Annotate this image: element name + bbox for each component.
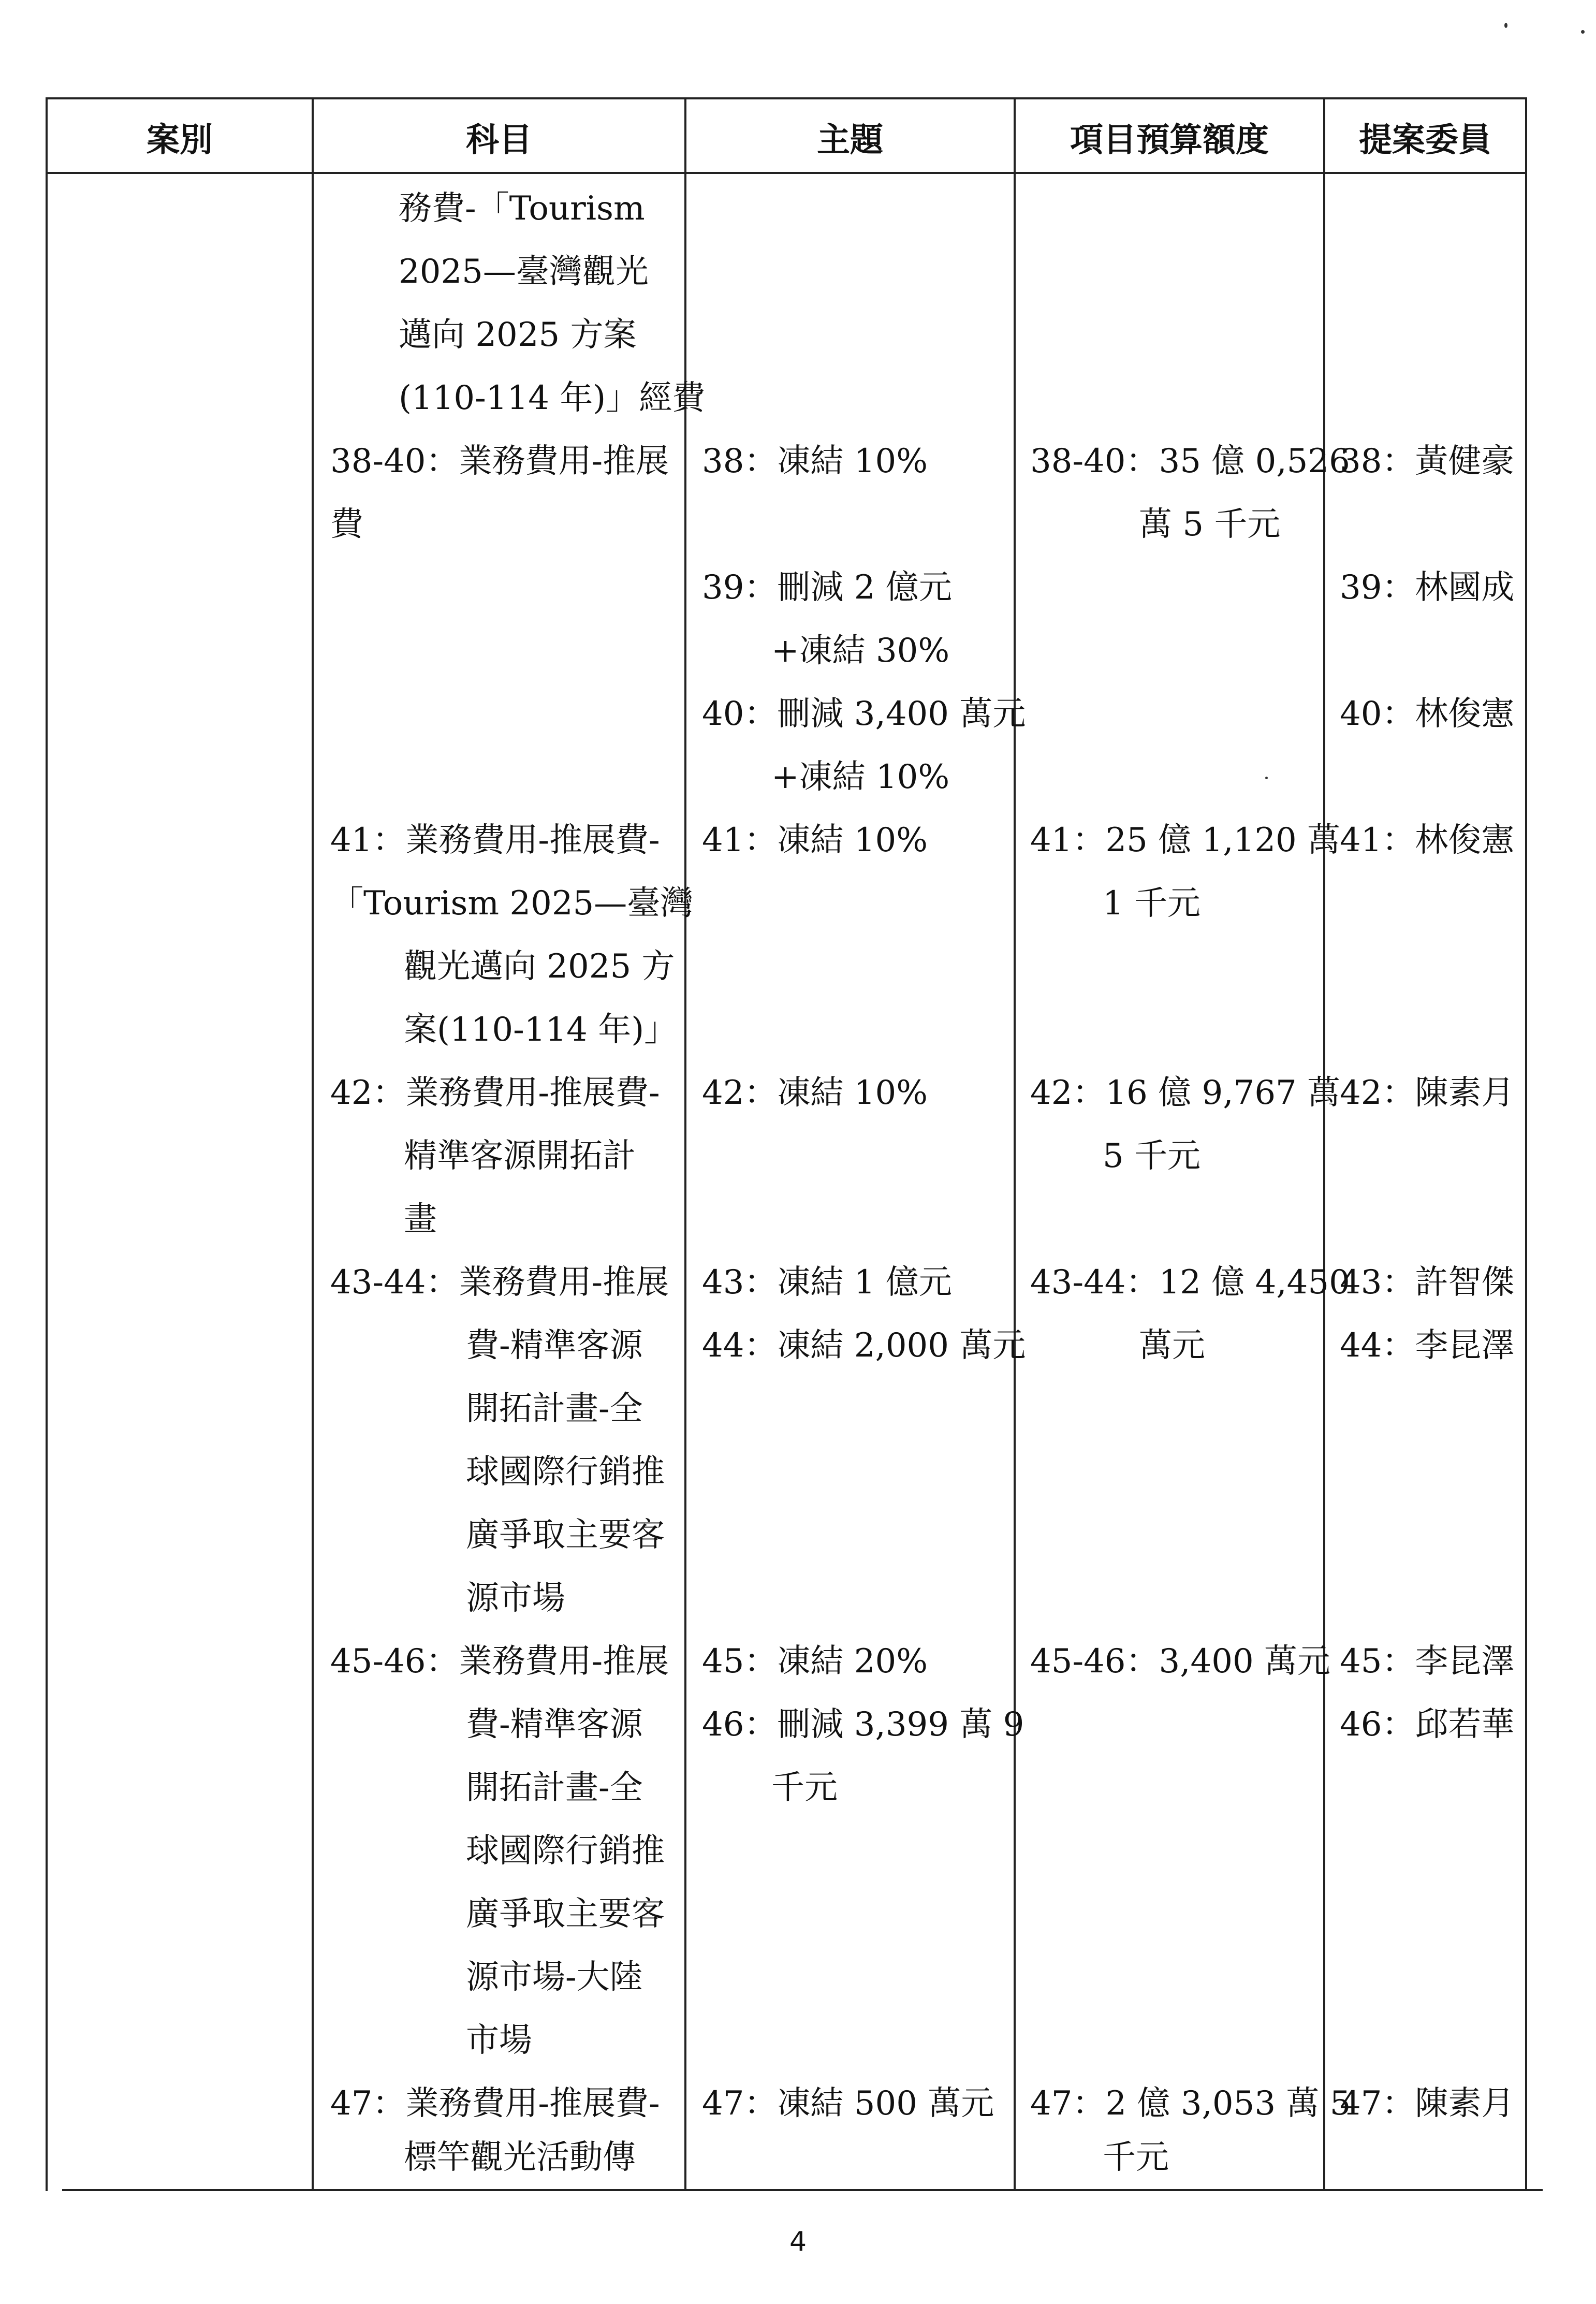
budget-38-40: 萬 5 千元 [1139,505,1281,544]
col-divider-4 [1323,97,1325,2191]
header-topic: 主題 [817,121,883,159]
subject-continued-line: 邁向 2025 方案 [399,316,637,354]
subject-45-46: 市場 [466,2021,532,2060]
page-number: 4 [789,2226,807,2257]
topic-38: 38：凍結 10% [702,442,928,480]
subject-41: 「Tourism 2025—臺灣 [330,884,694,923]
subject-45-46: 45-46：業務費用-推展 [330,1642,669,1681]
subject-42: 精準客源開拓計 [404,1137,636,1175]
subject-43-44: 廣爭取主要客 [466,1516,665,1554]
topic-40: 40：刪減 3,400 萬元 [702,695,1026,733]
budget-47: 47：2 億 3,053 萬 5 [1030,2084,1351,2123]
budget-41: 1 千元 [1103,884,1201,923]
topic-42: 42：凍結 10% [702,1074,928,1112]
budget-47: 千元 [1103,2138,1169,2177]
topic-45: 45：凍結 20% [702,1642,928,1681]
header-subject: 科目 [466,121,532,159]
subject-45-46: 費-精準客源 [466,1705,643,1744]
subject-42: 畫 [404,1200,437,1238]
topic-47: 47：凍結 500 萬元 [702,2084,994,2123]
subject-45-46: 廣爭取主要客 [466,1895,665,1933]
subject-43-44: 球國際行銷推 [466,1453,665,1491]
subject-43-44: 43-44：業務費用-推展 [330,1263,669,1302]
topic-46: 千元 [771,1769,838,1807]
topic-46: 46：刪減 3,399 萬 9 [702,1705,1024,1744]
budget-43-44: 43-44：12 億 4,450 [1030,1263,1350,1302]
col-divider-1 [312,97,314,2191]
header-proposer: 提案委員 [1359,121,1491,159]
budget-38-40: 38-40：35 億 0,526 [1030,442,1350,480]
subject-45-46: 球國際行銷推 [466,1832,665,1870]
budget-41: 41：25 億 1,120 萬 [1030,821,1341,859]
subject-42: 42：業務費用-推展費- [330,1074,660,1112]
proposer-38: 38：黃健豪 [1340,442,1515,480]
subject-43-44: 源市場 [466,1579,565,1617]
scan-speck [1581,30,1585,34]
subject-45-46: 源市場-大陸 [466,1958,643,1996]
scan-speck [1504,23,1507,28]
proposer-47: 47：陳素月 [1340,2084,1515,2123]
proposer-40: 40：林俊憲 [1340,695,1515,733]
budget-42: 42：16 億 9,767 萬 [1030,1074,1341,1112]
proposer-45: 45：李昆澤 [1340,1642,1515,1681]
proposer-41: 41：林俊憲 [1340,821,1515,859]
subject-continued-line: 務費-「Tourism [399,189,645,228]
proposer-46: 46：邱若華 [1340,1705,1515,1744]
subject-continued-line: 2025—臺灣觀光 [399,253,649,291]
proposer-43: 43：許智傑 [1340,1263,1515,1302]
topic-39: 39：刪減 2 億元 [702,568,952,607]
budget-43-44: 萬元 [1139,1326,1205,1365]
subject-41: 41：業務費用-推展費- [330,821,660,859]
header-budget: 項目預算額度 [1070,121,1269,159]
col-divider-3 [1014,97,1016,2191]
subject-45-46: 開拓計畫-全 [466,1769,643,1807]
table-bottom-border [62,2189,1543,2191]
subject-47: 47：業務費用-推展費- [330,2084,660,2123]
subject-38-40: 38-40：業務費用-推展 [330,442,669,480]
topic-40: +凍結 10% [771,758,950,796]
topic-39: +凍結 30% [771,632,950,670]
topic-44: 44：凍結 2,000 萬元 [702,1326,1026,1365]
table-left-border [46,97,48,2191]
subject-43-44: 費-精準客源 [466,1326,643,1365]
proposer-42: 42：陳素月 [1340,1074,1515,1112]
proposer-39: 39：林國成 [1340,568,1515,607]
scan-speck [1265,777,1268,779]
subject-continued-line: (110-114 年)」經費 [399,379,706,417]
table-right-border [1525,97,1527,2191]
subject-43-44: 開拓計畫-全 [466,1390,643,1428]
subject-38-40: 費 [330,505,363,544]
budget-42: 5 千元 [1103,1137,1201,1175]
subject-41: 案(110-114 年)」 [404,1011,678,1049]
topic-43: 43：凍結 1 億元 [702,1263,952,1302]
subject-47: 標竿觀光活動傳 [404,2138,636,2177]
header-case: 案別 [147,121,213,159]
topic-41: 41：凍結 10% [702,821,928,859]
subject-41: 觀光邁向 2025 方 [404,947,675,986]
budget-45-46: 45-46：3,400 萬元 [1030,1642,1331,1681]
proposer-44: 44：李昆澤 [1340,1326,1515,1365]
